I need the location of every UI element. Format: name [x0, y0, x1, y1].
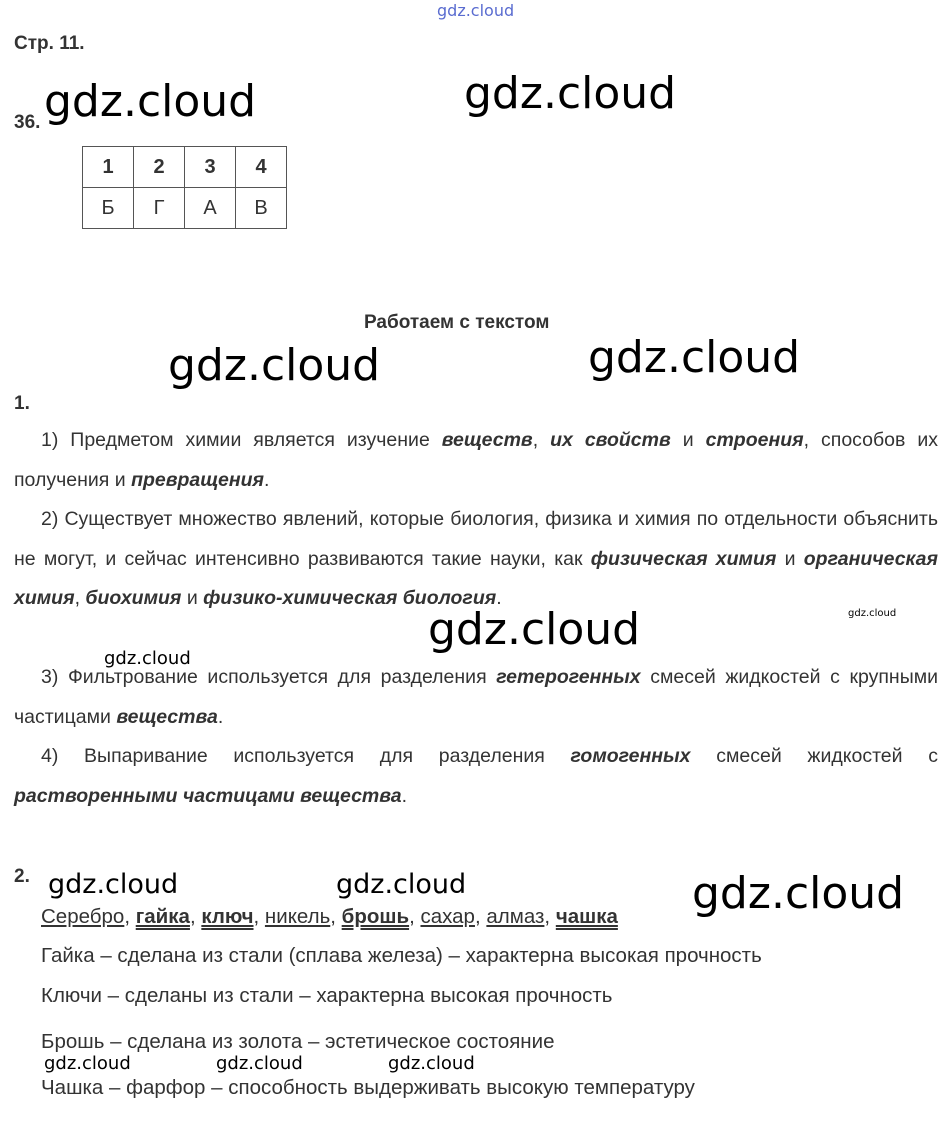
emphasis: физическая химия	[590, 547, 777, 570]
text: и	[181, 587, 204, 609]
watermark: gdz.cloud	[588, 332, 801, 383]
separator: ,	[124, 905, 136, 928]
property-line: Брошь – сделана из золота – эстетическое состояние	[41, 1030, 555, 1053]
text: .	[264, 468, 270, 491]
watermark-top: gdz.cloud	[437, 1, 515, 20]
substances-list	[41, 905, 618, 929]
emphasis: вещества	[116, 705, 218, 728]
table-header-cell: 3	[185, 147, 236, 188]
task2-number: 2.	[14, 866, 30, 887]
substance-item: чашка	[555, 905, 618, 928]
table-cell: В	[236, 188, 287, 229]
section-title: Работаем с текстом	[364, 312, 550, 333]
text: 2) Существует множество явлений, которые биология, физика и химия по отдельности объяснить не могут, и сейчас интенсивно развиваются такие науки, как	[14, 508, 938, 570]
text: и	[776, 547, 804, 570]
watermark: gdz.cloud	[428, 604, 641, 655]
separator: ,	[544, 905, 556, 928]
table-cell: А	[185, 188, 236, 229]
watermark: gdz.cloud	[44, 76, 257, 127]
emphasis: превращения	[131, 468, 265, 491]
watermark: gdz.cloud	[48, 869, 179, 900]
watermark: gdz.cloud	[44, 1053, 131, 1074]
emphasis: органическая химия	[14, 547, 939, 609]
separator: ,	[189, 905, 202, 928]
answer-table-row	[83, 188, 287, 229]
separator: ,	[409, 905, 421, 928]
text: .	[217, 705, 224, 728]
page-label: Стр. 11.	[14, 33, 85, 54]
substance-item: ключ	[201, 905, 254, 928]
separator: ,	[330, 905, 342, 928]
emphasis: растворенными частицами вещества	[14, 784, 402, 807]
table-header-cell: 1	[83, 147, 134, 188]
text: 4) Выпаривание используется для разделения	[41, 745, 571, 767]
text: ,	[74, 587, 86, 609]
substance-item: Серебро	[41, 905, 125, 928]
separator: ,	[253, 905, 265, 928]
text: и	[670, 429, 706, 451]
answer-table	[82, 146, 287, 229]
substance-item: сахар	[420, 905, 475, 928]
watermark: gdz.cloud	[692, 868, 905, 919]
text: .	[496, 587, 502, 609]
table-cell: Б	[83, 188, 134, 229]
task36-number: 36.	[14, 112, 41, 133]
substance-item: алмаз	[486, 905, 545, 928]
text: ,	[532, 429, 551, 451]
watermark: gdz.cloud	[848, 608, 897, 619]
emphasis: веществ	[441, 429, 533, 451]
watermark: gdz.cloud	[464, 68, 677, 119]
substance-item: никель	[264, 905, 331, 928]
watermark: gdz.cloud	[216, 1053, 303, 1074]
watermark: gdz.cloud	[388, 1053, 475, 1074]
watermark: gdz.cloud	[336, 869, 467, 900]
text: 3) Фильтрование используется для разделения	[41, 666, 497, 688]
paragraph-2	[14, 500, 938, 619]
emphasis: строения	[705, 429, 804, 451]
watermark: gdz.cloud	[168, 340, 381, 391]
emphasis: физико-химическая биология	[203, 587, 497, 609]
table-cell: Г	[134, 188, 185, 229]
property-line: Чашка – фарфор – способность выдерживать высокую температуру	[41, 1076, 695, 1099]
emphasis: гомогенных	[570, 745, 691, 767]
table-header-cell: 2	[134, 147, 185, 188]
property-line: Ключи – сделаны из стали – характерна высокая прочность	[41, 984, 613, 1007]
paragraph-3	[14, 658, 938, 737]
text: .	[401, 784, 408, 807]
emphasis: биохимия	[85, 587, 182, 609]
task1-number: 1.	[14, 393, 30, 414]
property-line: Гайка – сделана из стали (сплава железа) – характерна высокая прочность	[41, 944, 762, 967]
paragraph-1	[14, 421, 938, 500]
substance-item: гайка	[135, 905, 190, 928]
watermark: gdz.cloud	[104, 648, 191, 669]
paragraph-4	[14, 737, 938, 816]
text: смесей жидкостей с	[690, 745, 939, 767]
emphasis: их свойств	[550, 429, 671, 451]
answer-table-header-row	[83, 147, 287, 188]
emphasis: гетерогенных	[496, 666, 641, 688]
table-header-cell: 4	[236, 147, 287, 188]
separator: ,	[474, 905, 487, 928]
text: , способов их получения и	[14, 429, 938, 491]
text: 1) Предметом химии является изучение	[41, 429, 442, 451]
substance-item: брошь	[341, 905, 410, 928]
text: смесей жидкостей с крупными частицами	[14, 666, 939, 728]
